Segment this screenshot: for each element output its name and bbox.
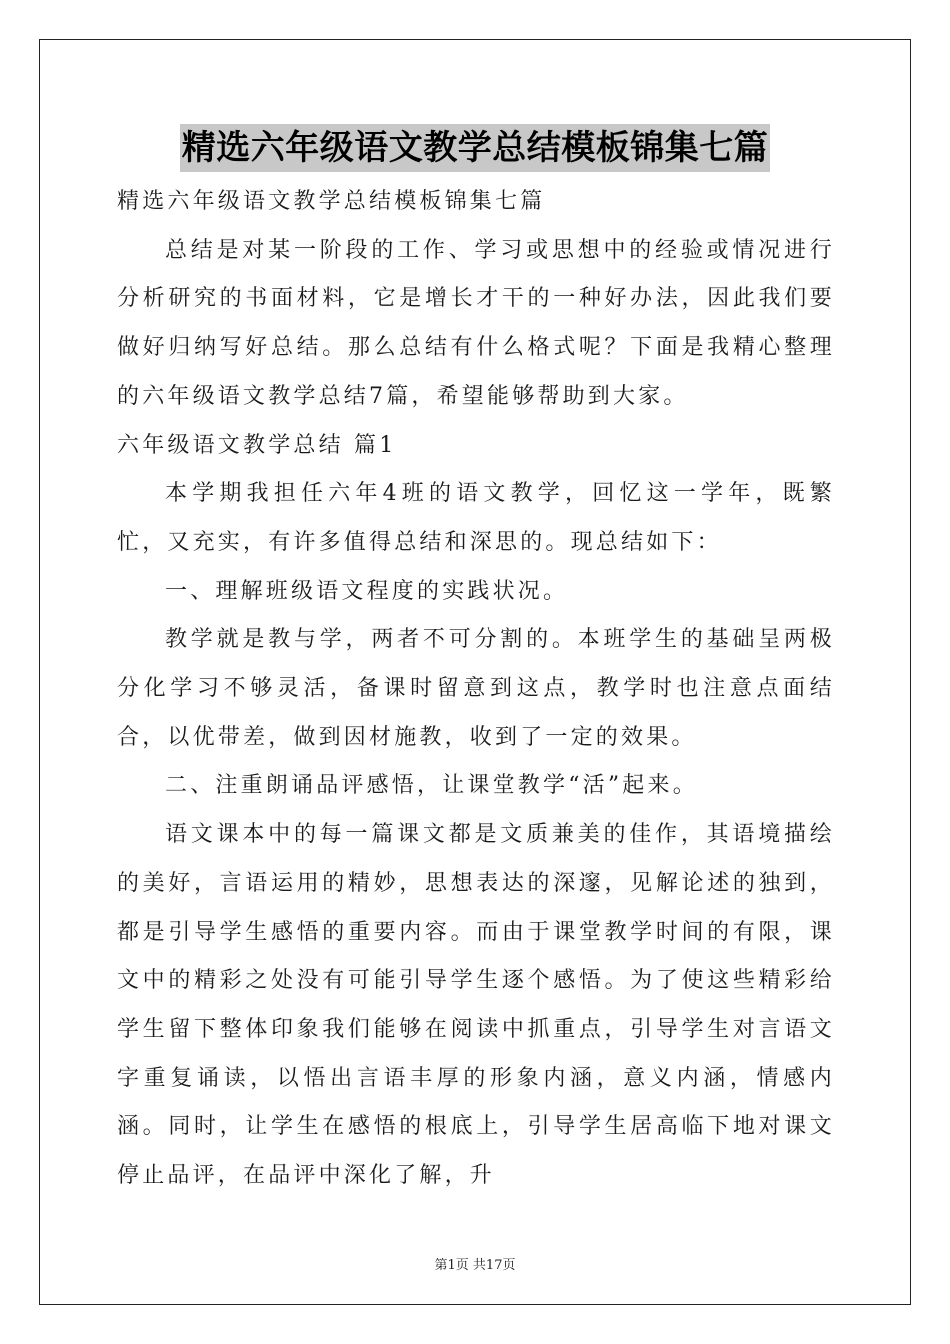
body-paragraph: 六年级语文教学总结 篇1 <box>117 432 397 458</box>
body-paragraph: 一、理解班级语文程度的实践状况。 <box>165 578 569 604</box>
body-paragraph: 本学期我担任六年4班的语文教学，回忆这一学年，既繁忙，又充实，有许多值得总结和深思的。现总结如下： <box>117 481 835 555</box>
body-paragraph: 教学就是教与学，两者不可分割的。本班学生的基础呈两极分化学习不够灵活，备课时留意到这点，教学时也注意点面结合，以优带差，做到因材施教，收到了一定的效果。 <box>117 627 835 750</box>
document-title: 精选六年级语文教学总结模板锦集七篇 <box>180 124 771 172</box>
document-body <box>117 178 835 1201</box>
body-paragraph: 二、注重朗诵品评感悟，让课堂教学“活”起来。 <box>165 773 698 799</box>
title-area <box>0 124 950 172</box>
body-paragraph: 语文课本中的每一篇课文都是文质兼美的佳作，其语境描绘的美好，言语运用的精妙，思想表达的深邃，见解论述的独到，都是引导学生感悟的重要内容。而由于课堂教学时间的有限，课文中的精彩之处没有可能引导学生逐个感悟。为了使这些精彩给学生留下整体印象我们能够在阅读中抓重点，引导学生对言语文字重复诵读，以悟出言语丰厚的形象内涵，意义内涵，情感内涵。同时，让学生在感悟的根底上，引导学生居高临下地对课文停止品评，在品评中深化了解，升 <box>117 822 835 1189</box>
subtitle-line: 精选六年级语文教学总结模板锦集七篇 <box>117 189 546 214</box>
page-footer: 第1页 共17页 <box>434 1258 516 1273</box>
paragraph-list <box>117 227 835 1201</box>
body-paragraph: 总结是对某一阶段的工作、学习或思想中的经验或情况进行分析研究的书面材料，它是增长才干的一种好办法，因此我们要做好归纳写好总结。那么总结有什么格式呢？下面是我精心整理的六年级语文教学总结7篇，希望能够帮助到大家。 <box>117 237 835 409</box>
